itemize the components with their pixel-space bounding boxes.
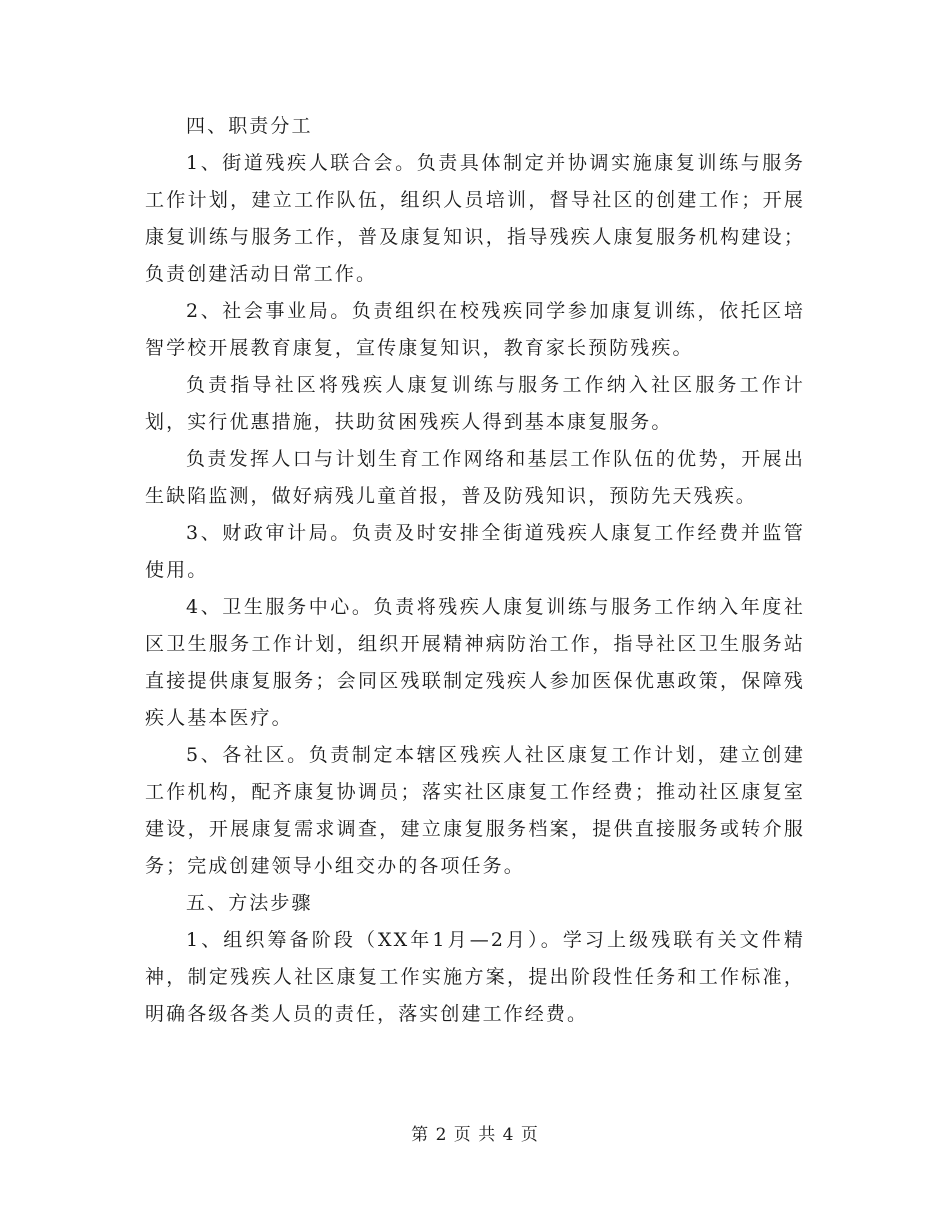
- paragraph-community-guidance: 负责指导社区将残疾人康复训练与服务工作纳入社区服务工作计划，实行优惠措施，扶助贫困残疾人得到基本康复服务。: [145, 374, 805, 433]
- paragraph-social-affairs: 2、社会事业局。负责组织在校残疾同学参加康复训练，依托区培智学校开展教育康复，宣传康复知识，教育家长预防残疾。: [145, 300, 805, 359]
- document-body: [145, 108, 805, 1033]
- paragraph-population-planning: 负责发挥人口与计划生育工作网络和基层工作队伍的优势，开展出生缺陷监测，做好病残儿童首报，普及防残知识，预防先天残疾。: [145, 448, 805, 507]
- section-heading-steps: 五、方法步骤: [186, 892, 313, 914]
- page-number-footer: 第 2 页 共 4 页: [411, 1125, 539, 1145]
- paragraph-street-federation: 1、街道残疾人联合会。负责具体制定并协调实施康复训练与服务工作计划，建立工作队伍，组织人员培训，督导社区的创建工作；开展康复训练与服务工作，普及康复知识，指导残疾人康复服务机构建设；负责创建活动日常工作。: [145, 152, 805, 285]
- paragraph-communities: 5、各社区。负责制定本辖区残疾人社区康复工作计划，建立创建工作机构，配齐康复协调员；落实社区康复工作经费；推动社区康复室建设，开展康复需求调查，建立康复服务档案，提供直接服务或转介服务；完成创建领导小组交办的各项任务。: [145, 744, 805, 877]
- section-heading-duties: 四、职责分工: [186, 115, 313, 137]
- paragraph-health-center: 4、卫生服务中心。负责将残疾人康复训练与服务工作纳入年度社区卫生服务工作计划，组织开展精神病防治工作，指导社区卫生服务站直接提供康复服务；会同区残联制定残疾人参加医保优惠政策，保障残疾人基本医疗。: [145, 596, 805, 729]
- paragraph-finance-audit: 3、财政审计局。负责及时安排全街道残疾人康复工作经费并监管使用。: [145, 522, 805, 581]
- paragraph-preparation-stage: 1、组织筹备阶段（XX年1月—2月）。学习上级残联有关文件精神，制定残疾人社区康复工作实施方案，提出阶段性任务和工作标准，明确各级各类人员的责任，落实创建工作经费。: [145, 929, 805, 1025]
